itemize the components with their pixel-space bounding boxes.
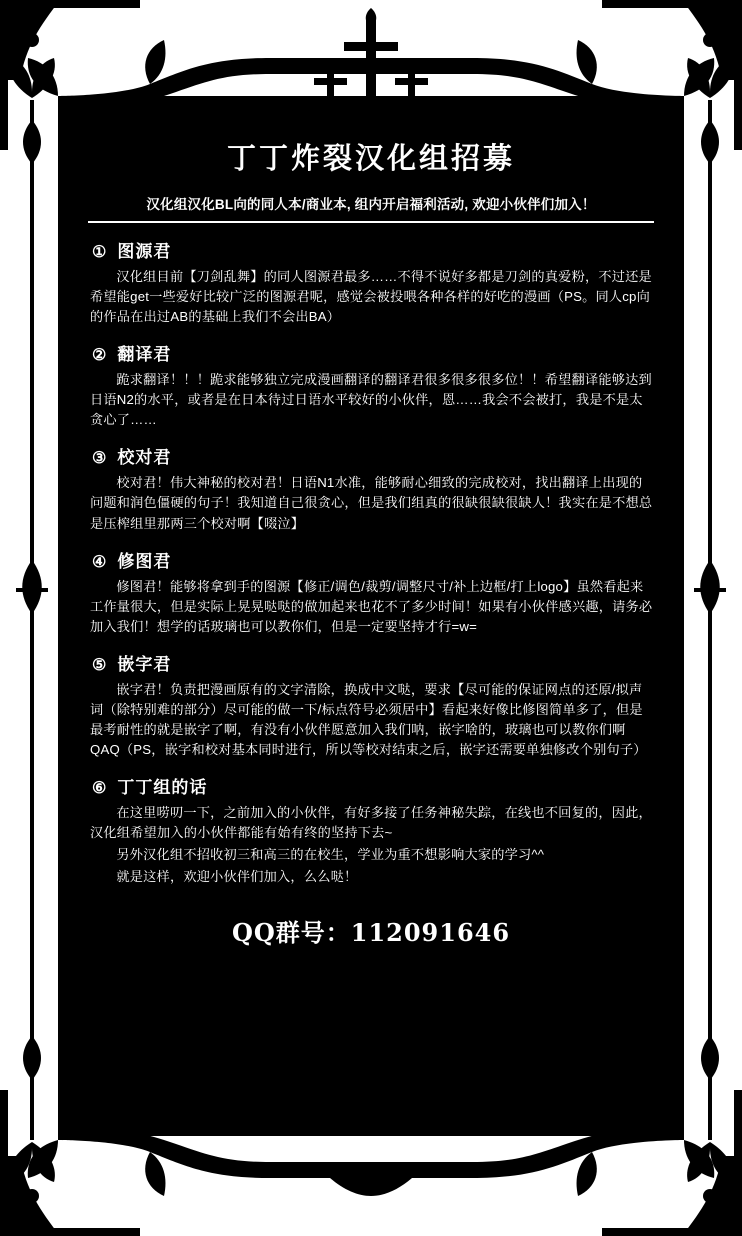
section-number: ⑥ [92,780,108,797]
section-paragraph: 在这里唠叨一下，之前加入的小伙伴，有好多接了任务神秘失踪，在线也不回复的，因此，汉化组希望加入的小伙伴都能有始有终的坚持下去~ [90,805,652,841]
section-heading [92,547,654,572]
qq-group-number: QQ群号：112091646 [231,918,511,948]
section-1 [88,237,654,327]
section-title: 校对君 [117,448,172,468]
poster-content [58,96,684,1136]
section-heading [92,237,654,262]
section-paragraph: 嵌字君！负责把漫画原有的文字清除，换成中文哒，要求【尽可能的保证网点的还原/拟声词（除特别难的部分）尽可能的做一下/标点符号必须居中】看起来好像比修图简单多了，但是最考耐性的就是嵌字了啊，有没有小伙伴愿意加入我们呐，嵌字啥的，玻璃也可以教你们啊QAQ（PS，嵌字和校对基本同时进行，所以等校对结束之后，嵌字还需要单独修改个别句子） [90,681,647,757]
section-number: ③ [92,450,108,468]
section-5 [88,650,654,760]
section-paragraph: 另外汉化组不招收初三和高三的在校生，学业为重不想影响大家的学习^^ [116,847,545,863]
section-6 [88,773,654,887]
page-title: 丁丁炸裂汉化组招募 [226,141,515,175]
section-4 [88,547,654,637]
section-number: ① [92,244,108,261]
section-paragraph: 跪求翻译！！！跪求能够独立完成漫画翻译的翻译君很多很多很多位！！希望翻译能够达到日语N2的水平，或者是在日本待过日语水平较好的小伙伴，恩……我会不会被打，我是不是太贪心了…… [90,372,652,428]
section-heading [92,443,654,468]
section-paragraph: 汉化组目前【刀剑乱舞】的同人图源君最多……不得不说好多都是刀剑的真爱粉，不过还是希望能get一些爱好比较广泛的图源君呢，感觉会被投喂各种各样的好吃的漫画（PS。同人cp向的作品在出过AB的基础上我们不会出BA） [90,269,652,325]
section-paragraph: 校对君！伟大神秘的校对君！日语N1水准，能够耐心细致的完成校对，找出翻译上出现的问题和润色僵硬的句子！我知道自己很贪心，但是我们组真的很缺很缺很缺人！我实在是不想总是压榨组里那两三个校对啊【啜泣】 [90,475,653,531]
section-heading [92,773,654,798]
section-number: ④ [92,553,108,571]
divider-rule [88,221,654,223]
section-title: 图源君 [117,242,172,261]
section-3 [88,443,654,533]
section-number: ⑤ [92,656,108,674]
section-paragraph: 修图君！能够将拿到手的图源【修正/调色/裁剪/调整尺寸/补上边框/打上logo】虽然看起来工作量很大，但是实际上晃晃哒哒的做加起来也花不了多少时间！如果有小伙伴感兴趣，请务必加入我们！想学的话玻璃也可以教你们，但是一定要坚持才行=w= [90,578,653,634]
section-heading [92,340,654,365]
section-title: 嵌字君 [117,654,172,674]
section-heading [92,650,654,675]
section-paragraph: 就是这样，欢迎小伙伴们加入，么么哒！ [116,869,358,885]
poster-subtitle: 汉化组汉化BL向的同人本/商业本, 组内开启福利活动, 欢迎小伙伴们加入！ [146,197,596,212]
section-2 [88,340,654,430]
section-title: 丁丁组的话 [117,778,208,797]
section-title: 翻译君 [117,345,172,365]
section-title: 修图君 [117,551,172,571]
section-number: ② [92,347,108,365]
